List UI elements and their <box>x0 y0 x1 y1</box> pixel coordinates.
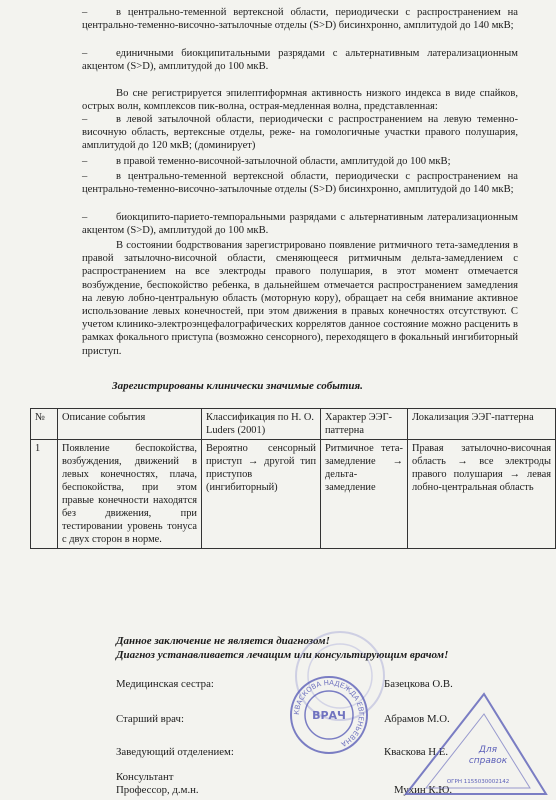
signature-name-head: Кваскова Н.Е. <box>384 746 449 758</box>
signature-role-senior-doctor: Старший врач: <box>116 713 184 725</box>
table-cell-eeg-localization: Правая затылочно-височная область → все электроды правого полушария → левая лобно-центральная область <box>408 440 556 549</box>
sleep-item-4: – биокципито-париетo-темпоральными разрядами с альтернативным латерализационным акцентом (S>D), амплитудой до 100 мкВ. <box>82 212 518 237</box>
svg-text:ВРАЧ: ВРАЧ <box>312 709 346 722</box>
events-table <box>30 408 556 549</box>
round-doctor-stamp-icon <box>288 674 370 756</box>
signature-role-nurse: Медицинская сестра: <box>116 678 214 690</box>
table-header-eeg-localization: Локализация ЭЭГ-паттерна <box>408 409 556 440</box>
sleep-item-1: – в левой затылочной области, периодически с распространением на левую теменно-височную область, вертексные отделы, реже- на гомологичные участки правого полушария, амплитудой до 120 мкВ; (доминирует) <box>82 114 518 152</box>
signature-name-professor: Мухин К.Ю. <box>394 784 453 796</box>
triangle-clinic-stamp-icon <box>400 690 550 798</box>
sleep-item-3: – в центрально-теменной вертексной области, периодически с распространением на центрально-теменно-височно-затылочные отделы (S>D) бисинхронно, амплитудой до 140 мкВ; <box>82 171 518 196</box>
table-header-row <box>31 409 556 440</box>
signature-role-head: Заведующий отделением: <box>116 746 234 758</box>
svg-text:КВАСКОВА НАДЕЖДА ЕВГЕНЬЕВНА: КВАСКОВА НАДЕЖДА ЕВГЕНЬЕВНА <box>292 678 366 749</box>
events-heading: Зарегистрированы клинически значимые события. <box>112 380 363 392</box>
paragraph-wake: В состоянии бодрствования зарегистрировано появление ритмичного тета-замедления в правой затылочно-височной области, сменяющееся ритмичным дельта-замедлением с распространением на все электроды правого полушария, в этот момент отмечается возбуждение, беспокойство ребенка, в дальнейшем отмечается распространением замедления на левую лобно-центральную область (моторную кору), обращает на себя внимание активное использование левых конечностей, при этом движения в правых конечностях отсутствуют. С учетом клинико-электроэнцефалографических коррелятов данное состояние можно расценить в рамках фокального приступа (возможно сенсорного), переходящего в фокальный ингибиторный приступ. <box>82 240 518 357</box>
signature-name-nurse: Базецкова О.В. <box>384 678 453 690</box>
svg-text:справок: справок <box>468 756 508 766</box>
table-header-num: № <box>31 409 58 440</box>
intro-item-1: – в центрально-теменной вертексной области, периодически с распространением на центрально-теменно-височно-затылочные отделы (S>D) бисинхронно, амплитудой до 140 мкВ; <box>82 7 518 32</box>
diagnosis-notice <box>116 634 448 662</box>
table-header-classification: Классификация по H. O. Luders (2001) <box>202 409 321 440</box>
table-cell-num: 1 <box>31 440 58 549</box>
signature-role-consultant: Консультант <box>116 771 174 783</box>
table-cell-classification: Вероятно сенсорный приступ → другой тип приступов (ингибиторный) <box>202 440 321 549</box>
svg-text:ОГРН 1155030002142: ОГРН 1155030002142 <box>446 779 510 785</box>
sleep-item-2: – в правой теменно-височной-затылочной области, амплитудой до 100 мкВ; <box>82 156 451 167</box>
intro-item-2: – единичными биокципитальными разрядами с альтернативным латерализационным акцентом (S>D), амплитудой до 100 мкВ. <box>82 48 518 73</box>
table-row <box>31 440 556 549</box>
paragraph-epileptiform: Во сне регистрируется эпилептиформная активность низкого индекса в виде спайков, острых волн, комплексов пик-волна, острая-медленная волна, представленная: <box>82 88 518 113</box>
table-header-description: Описание события <box>58 409 202 440</box>
notice-line-2: Диагноз устанавливается лечащим или консультирующим врачом! <box>116 649 449 661</box>
signature-role-professor: Профессор, д.м.н. <box>116 784 199 796</box>
table-cell-eeg-pattern: Ритмичное тета-замедление → дельта-замедление <box>321 440 408 549</box>
notice-line-1: Данное заключение не является диагнозом! <box>116 635 330 647</box>
signature-name-senior-doctor: Абрамов М.О. <box>384 713 450 725</box>
svg-text:Для: Для <box>478 745 498 755</box>
table-cell-description: Появление беспокойства, возбуждения, движений в левых конечностях, плача, беспокойства, при этом правые конечности находятся без движения, при тестировании уровень тонуса с двух сторон в норме. <box>58 440 202 549</box>
table-header-eeg-pattern: Характер ЭЭГ-паттерна <box>321 409 408 440</box>
